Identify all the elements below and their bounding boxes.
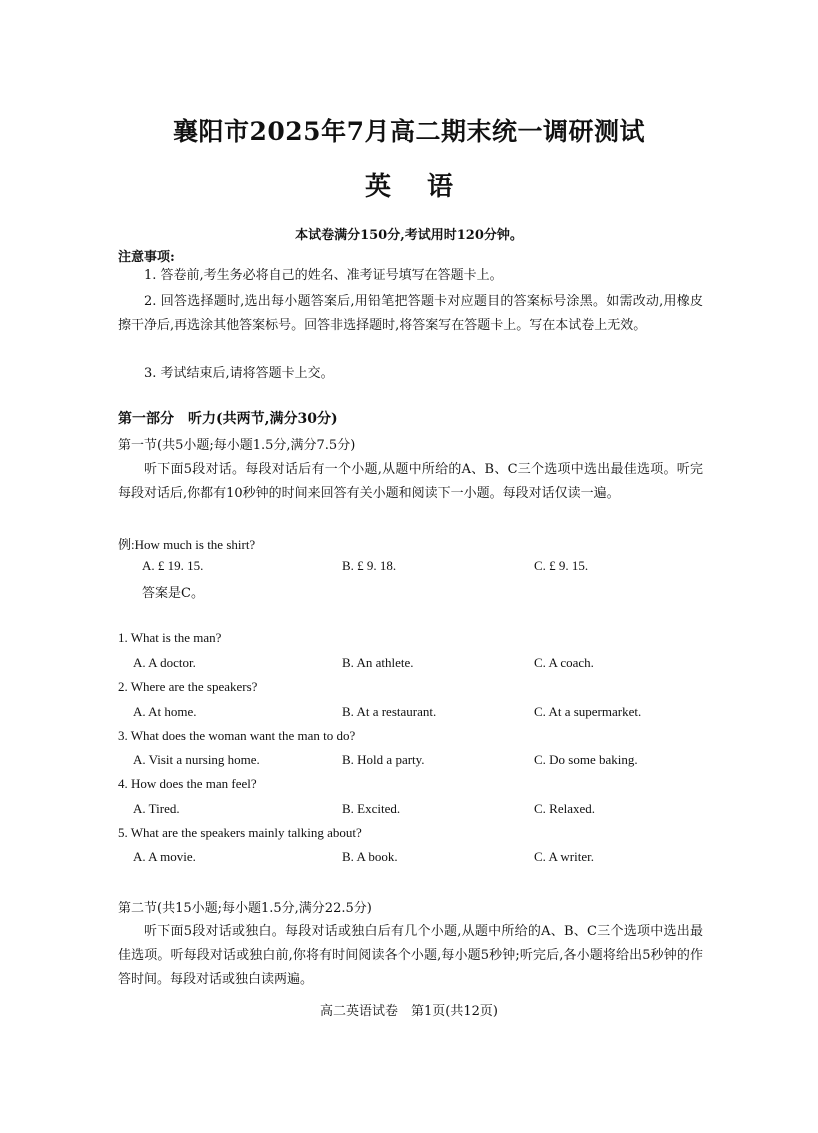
question-5-option-b: B. A book. [342, 849, 398, 864]
question-3-option-b: B. Hold a party. [342, 752, 425, 767]
question-1-option-b: B. An athlete. [342, 655, 414, 670]
section2-instructions: 听下面5段对话或独白。每段对话或独白后有几个小题,从题中所给的A、B、C三个选项中选出最佳选项。听每段对话或独白前,你将有时间阅读各个小题,每小题5秒钟;听完后,各小题将给出5秒钟的作答时间。每段对话或独白读两遍。 [118, 924, 703, 987]
example-question: 例:How much is the shirt? [118, 537, 256, 552]
question-2-option-a: A. At home. [133, 704, 197, 719]
question-4-option-b: B. Excited. [342, 801, 401, 816]
question-3: 3. What does the woman want the man to do? [118, 728, 356, 743]
page-footer: 高二英语试卷 第1页(共12页) [320, 1004, 498, 1019]
note-item: 2. 回答选择题时,选出每小题答案后,用铅笔把答题卡对应题目的答案标号涂黑。如需改动,用橡皮擦干净后,再选涂其他答案标号。回答非选择题时,将答案写在答题卡上。写在本试卷上无效。 [118, 294, 703, 333]
exam-title: 襄阳市2025年7月高二期末统一调研测试 [173, 117, 645, 146]
notes-heading: 注意事项: [118, 250, 175, 265]
example-answer: 答案是C。 [142, 586, 204, 601]
section2-heading: 第二节(共15小题;每小题1.5分,满分22.5分) [118, 901, 372, 916]
section1-instructions: 听下面5段对话。每段对话后有一个小题,从题中所给的A、B、C三个选项中选出最佳选项。听完每段对话后,你都有10秒钟的时间来回答有关小题和阅读下一小题。每段对话仅读一遍。 [118, 462, 703, 501]
section1-heading: 第一节(共5小题;每小题1.5分,满分7.5分) [118, 438, 356, 453]
example-option-c: C. £ 9. 15. [534, 558, 589, 573]
question-2-option-b: B. At a restaurant. [342, 704, 437, 719]
note-item: 3. 考试结束后,请将答题卡上交。 [144, 366, 334, 381]
question-1: 1. What is the man? [118, 630, 222, 645]
question-5-option-a: A. A movie. [133, 849, 196, 864]
question-5: 5. What are the speakers mainly talking about? [118, 825, 362, 840]
example-option-b: B. £ 9. 18. [342, 558, 397, 573]
question-2-option-c: C. At a supermarket. [534, 704, 642, 719]
question-4: 4. How does the man feel? [118, 776, 257, 791]
question-2: 2. Where are the speakers? [118, 679, 258, 694]
question-1-option-a: A. A doctor. [133, 655, 196, 670]
question-4-option-c: C. Relaxed. [534, 801, 596, 816]
part1-heading: 第一部分 听力(共两节,满分30分) [118, 411, 338, 427]
question-3-option-a: A. Visit a nursing home. [133, 752, 260, 767]
score-info: 本试卷满分150分,考试用时120分钟。 [295, 228, 523, 243]
example-option-a: A. £ 19. 15. [142, 558, 204, 573]
question-1-option-c: C. A coach. [534, 655, 594, 670]
question-3-option-c: C. Do some baking. [534, 752, 638, 767]
question-4-option-a: A. Tired. [133, 801, 180, 816]
note-item: 1. 答卷前,考生务必将自己的姓名、准考证号填写在答题卡上。 [144, 268, 503, 283]
subject-title: 英语 [364, 172, 489, 202]
question-5-option-c: C. A writer. [534, 849, 594, 864]
